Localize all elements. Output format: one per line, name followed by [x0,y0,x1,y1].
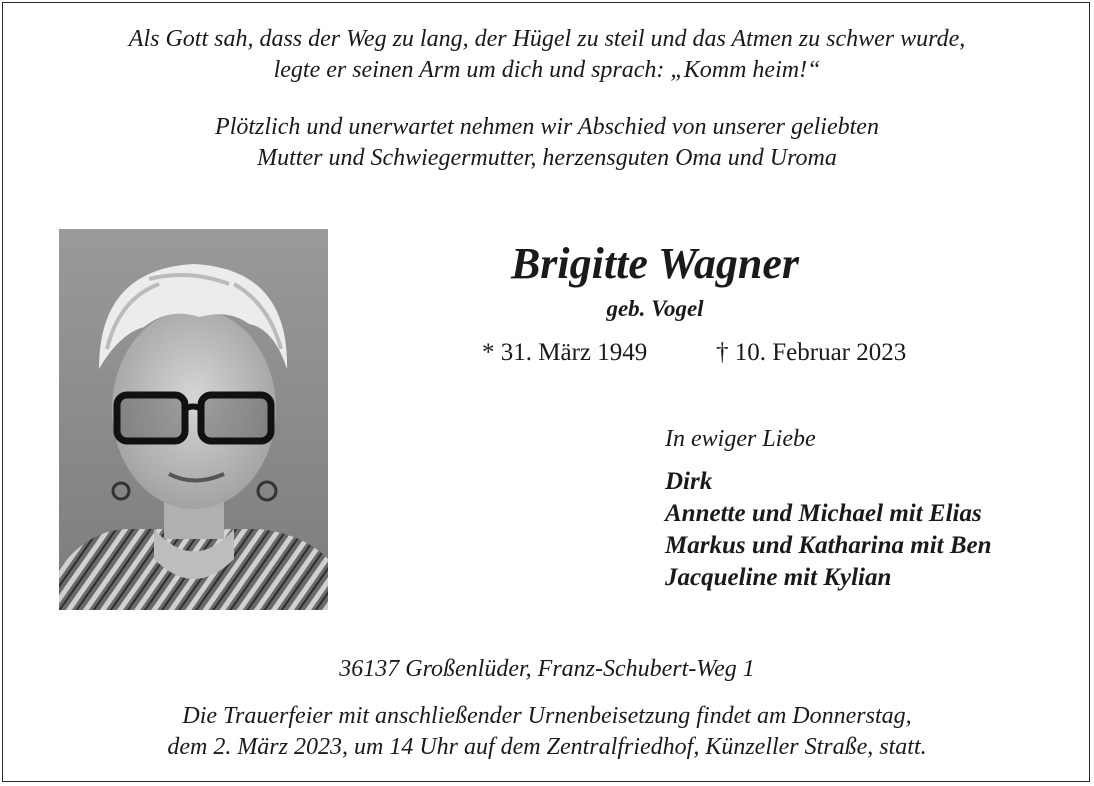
mourner-name: Markus und Katharina mit Ben [665,532,992,559]
family-address: 36137 Großenlüder, Franz-Schubert-Weg 1 [339,656,755,682]
death-date: † 10. Februar 2023 [716,339,907,366]
service-line-1: Die Trauerfeier mit anschließender Urnenbeisetzung findet am Donnerstag, [182,703,912,729]
birth-date: * 31. März 1949 [482,339,648,366]
motto-quote [0,24,1094,86]
mourners-intro: In ewiger Liebe [665,426,816,452]
deceased-name: Brigitte Wagner [510,239,800,288]
service-line-2: dem 2. März 2023, um 14 Uhr auf dem Zentralfriedhof, Künzeller Straße, statt. [167,734,927,760]
mourner-name: Jacqueline mit Kylian [665,564,892,591]
intro-line-2: Mutter und Schwiegermutter, herzensguten Oma und Uroma [257,145,837,171]
funeral-service-info [0,701,1094,763]
mourner-name: Dirk [665,468,713,495]
portrait-photo [59,229,328,610]
mourners-list [665,466,992,594]
maiden-name: geb. Vogel [606,296,704,321]
intro-text [0,112,1094,174]
portrait-illustration [59,229,328,610]
mourner-name: Annette und Michael mit Elias [665,500,982,527]
intro-line-1: Plötzlich und unerwartet nehmen wir Abschied von unserer geliebten [215,114,879,140]
motto-line-2: legte er seinen Arm um dich und sprach: „Komm heim!“ [273,57,821,83]
motto-line-1: Als Gott sah, dass der Weg zu lang, der Hügel zu steil und das Atmen zu schwer wurde, [128,26,966,52]
